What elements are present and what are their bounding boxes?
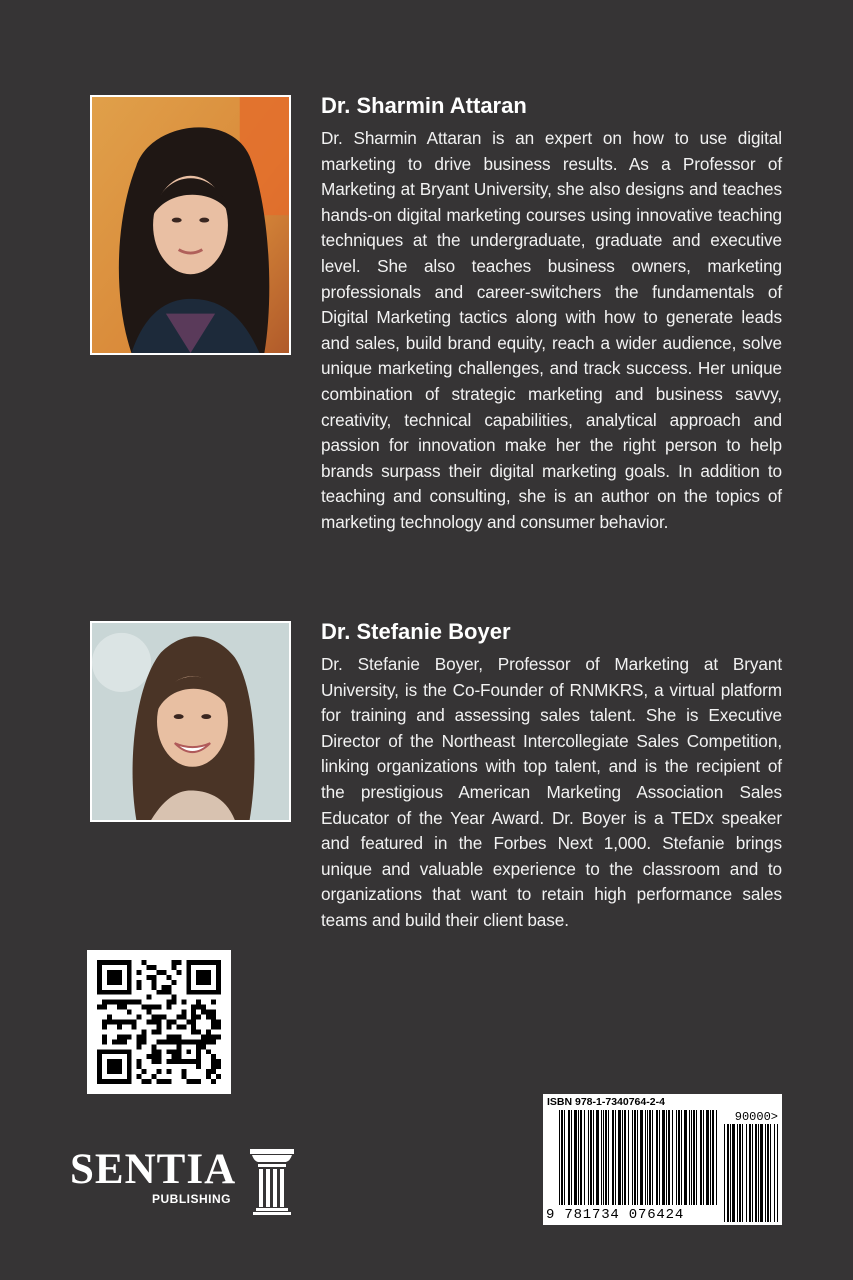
barcode-bars: [559, 1110, 717, 1205]
author-photo-stefanie-boyer: [90, 621, 291, 822]
publisher-subtitle: PUBLISHING: [152, 1192, 232, 1206]
isbn-barcode: [543, 1094, 782, 1225]
ean-digits: 9 781734 076424: [546, 1207, 685, 1223]
author-bio-text: Dr. Sharmin Attaran is an expert on how to use digital marketing to drive business results. As a Professor of Marketing at Bryant University, she also designs and teaches hands-on digital marketing courses using innovative teaching techniques at the undergraduate, graduate and executive level. She also teaches business owners, marketing professionals and career-switchers the fundamentals of Digital Marketing tactics along with how to generate leads and sales, build brand equity, reach a wider audience, solve unique marketing challenges, and track success. Her unique combination of strategic marketing and business savvy, creativity, technical capabilities, analytical approach and passion for innovation make her the right person to help brands surpass their digital marketing goals. In addition to teaching and consulting, she is an author on the topics of marketing technology and consumer behavior.: [321, 128, 782, 532]
author-photo-sharmin-attaran: [90, 95, 291, 355]
barcode-addon-bars: [724, 1124, 778, 1222]
author-bio-section: [321, 92, 782, 536]
author-name: Dr. Sharmin Attaran: [321, 93, 527, 118]
publisher-logo: [70, 1147, 295, 1217]
author-bio-section: [321, 618, 782, 934]
publisher-name: SENTIA: [70, 1146, 237, 1193]
qr-code[interactable]: [87, 950, 231, 1094]
author-bio-text: Dr. Stefanie Boyer, Professor of Marketing at Bryant University, is the Co-Founder of RNMKRS, a virtual platform for training and assessing sales talent. She is Executive Director of the Northeast Intercollegiate Sales Competition, linking organizations with top talent, and is the recipient of the prestigious American Marketing Association Sales Educator of the Year Award. Dr. Boyer is a TEDx speaker and featured in the Forbes Next 1,000. Stefanie brings unique and valuable experience to the classroom and to organizations that want to retain high performance sales teams and build their client base.: [321, 654, 782, 930]
price-code: 90000>: [734, 1110, 778, 1124]
pillar-icon: [250, 1149, 294, 1215]
author-name: Dr. Stefanie Boyer: [321, 619, 511, 644]
isbn-label: ISBN 978-1-7340764-2-4: [547, 1096, 665, 1108]
